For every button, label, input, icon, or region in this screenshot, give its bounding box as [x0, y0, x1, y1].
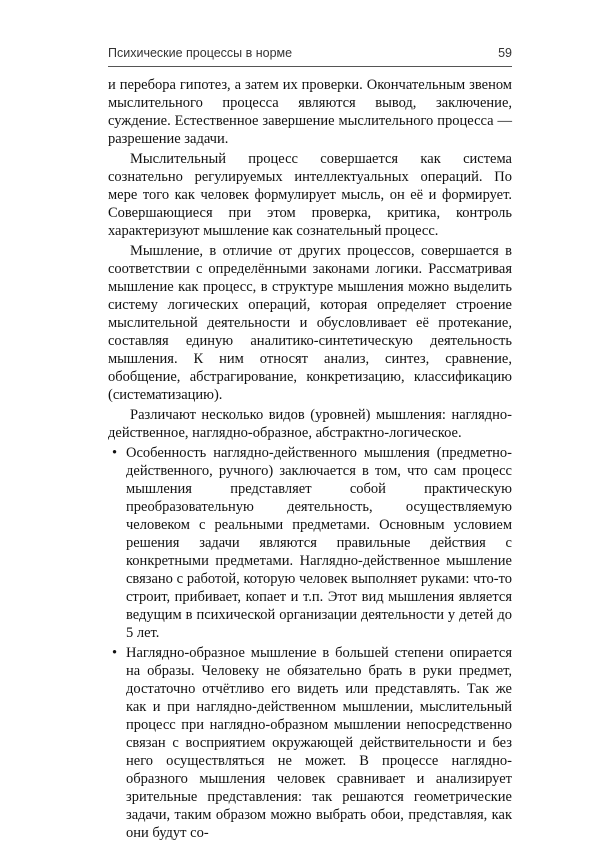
bullet-list [108, 444, 512, 842]
paragraph: Мыслительный процесс совершается как система сознательно регулируемых интеллектуальных операций. По мере того как человек формулирует мысль, он её и формирует. Совершающиеся при этом проверка, критика, контроль характеризуют мышление как сознательный процесс. [108, 151, 512, 239]
body-text [108, 76, 512, 844]
bullet-icon: • [112, 645, 118, 661]
list-item-text: Особенность наглядно-действенного мышления (предметно-действенного, ручного) заключается в том, что сам процесс мышления представляет собой практическую преобразовательную деятельность, осуществляемую человеком с реальными предметами. Основным условием решения задачи являются правильные действия с конкретными предметами. Наглядно-действенное мышление связано с работой, которую человек выполняет руками: что-то строит, прибивает, копает и т.п. Этот вид мышления является ведущим в психической организации деятельности у детей до 5 лет. [126, 445, 512, 641]
paragraph: Различают несколько видов (уровней) мышления: наглядно-действенное, наглядно-образное, абстрактно-логическое. [108, 407, 512, 441]
header-divider [108, 66, 512, 67]
page-number: 59 [498, 46, 512, 60]
running-head-title: Психические процессы в норме [108, 46, 293, 60]
list-item [108, 644, 512, 842]
paragraph: и перебора гипотез, а затем их проверки. Окончательным звеном мыслительного процесса являются вывод, заключение, суждение. Естественное завершение мыслительного процесса — разрешение задачи. [108, 77, 512, 147]
bullet-icon: • [112, 445, 118, 461]
list-item-text: Наглядно-образное мышление в большей степени опирается на образы. Человеку не обязательно брать в руки предмет, достаточно отчётливо его видеть или представлять. Так же как и при наглядно-действенном мышлении, мыслительный процесс при наглядно-образном мышлении непосредственно связан с восприятием окружающей действительности и без него осуществляться не может. В процессе наглядно-образного мышления человек сравнивает и анализирует зрительные представления: так решаются геометрические задачи, таким образом можно выбрать обои, представляя, как они будут со- [126, 645, 512, 841]
list-item [108, 444, 512, 642]
paragraph: Мышление, в отличие от других процессов, совершается в соответствии с определёнными законами логики. Рассматривая мышление как процесс, в структуре мышления можно выделить систему логических операций, которая определяет строение мыслительной деятельности и обусловливает её протекание, составляя единую аналитико-синтетическую деятельность мышления. К ним относят анализ, синтез, сравнение, обобщение, абстрагирование, конкретизацию, классификацию (систематизацию). [108, 243, 512, 403]
